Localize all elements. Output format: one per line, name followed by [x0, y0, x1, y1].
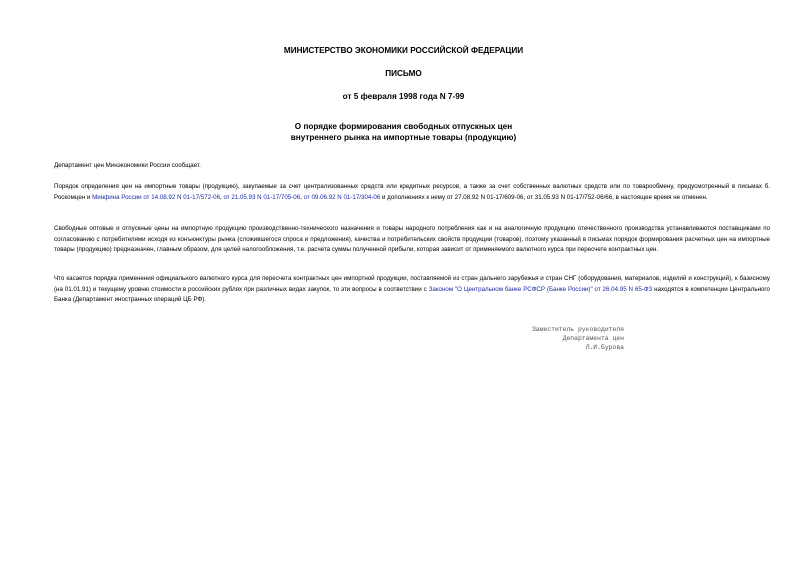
signature-position: Заместитель руководителя: [531, 326, 624, 333]
paragraph-text: Департамент цен Минэкономики России сообщает.: [54, 162, 201, 169]
paragraph-intro: [54, 161, 770, 172]
signature-name: Л.И.Бурова: [585, 344, 624, 351]
signature-department: Департамента цен: [562, 335, 624, 342]
paragraph-text: Порядок определения цен на импортные товары (продукцию), закупаемые за счет централизованных средств или кредитных ресурсов, а также за счет собственных валютных средств или по товарообмену, предусмотренный в письмах б. Роскомцен и: [54, 183, 770, 201]
ministry-heading: МИНИСТЕРСТВО ЭКОНОМИКИ РОССИЙСКОЙ ФЕДЕРАЦИИ: [283, 46, 524, 55]
central-bank-law-link[interactable]: Законом "О Центральном банке РСФСР (Банке России)" от 26.04.95 N 65-ФЗ: [428, 285, 653, 293]
paragraph-text: и дополнениях к нему от 27.08.92 N 01-17/609-06, от 31.05.93 N 01-17/752-06/66, в настоящее время не отменен.: [380, 193, 708, 201]
document-title-line-2: внутреннего рынка на импортные товары (продукцию): [290, 133, 517, 142]
minfin-letter-link-2[interactable]: от 21.05.93 N 01-17/705-06: [223, 193, 301, 201]
paragraph-text: Свободные оптовые и отпускные цены на импортную продукцию производственно-технического назначения и товары народного потребления как и на аналогичную продукцию отечественного производства устанавливаются поставщиками по согласованию с потребителями исходя из конъюнктуры рынка (сложившегося спроса и предложения), качества и потребительских свойств продукции (товаров), поэтому указанный в письмах порядок формирования расчетных цен на импортные товары (продукцию) предназначен, главным образом, для целей налогообложения, т.е. расчета суммы полученной прибыли, которая зависит от применяемого валютного курса при пересчете контрактных цен.: [54, 225, 770, 253]
paragraph-free-prices: [54, 224, 770, 256]
document-type: ПИСЬМО: [385, 69, 422, 78]
minfin-letter-link-3[interactable]: от 09.06.92 N 01-17/304-06: [303, 193, 381, 201]
paragraph-text: ,: [300, 193, 304, 201]
paragraph-exchange-rate: [54, 274, 770, 306]
paragraph-procedure: [54, 182, 770, 203]
paragraph-text: Что касается порядка применения официального валютного курса для пересчета контрактных цен импортной продукции, поставляемой из стран дальнего зарубежья и стран СНГ (оборудования, материалов, изделий и конструкций), к базисному (на 01.01.91) и текущему уровню стоимости в российских рублях при различных видах закупок, то эти вопросы в соответствии с: [54, 275, 770, 293]
paragraph-text: ,: [220, 193, 224, 201]
signature-block: [532, 325, 624, 352]
document-title-line-1: О порядке формирования свободных отпускных цен: [294, 122, 513, 131]
paragraph-text: находятся в компетенции Центрального Банка (Департамент иностранных операций ЦБ РФ).: [54, 285, 770, 303]
document-date: от 5 февраля 1998 года N 7-99: [342, 92, 465, 101]
minfin-letter-link-1[interactable]: Минфина России от 14.08.92 N 01-17/572-06: [92, 193, 221, 201]
